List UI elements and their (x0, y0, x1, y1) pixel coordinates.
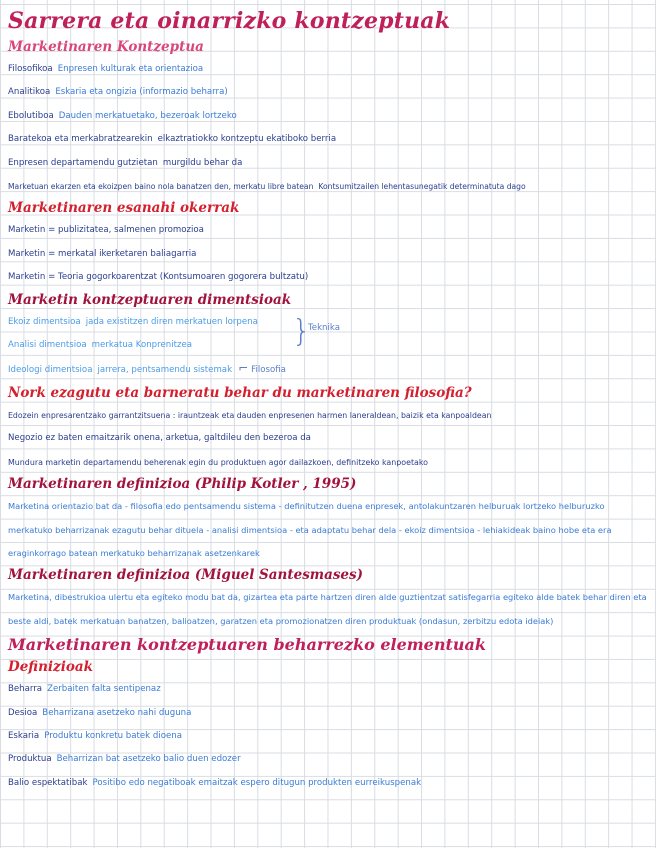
list-item: Ideologi dimentsioa jarrera, pentsamendu sistemak ⌐ Filosofia (8, 361, 286, 376)
page-title: Sarrera eta oinarrizko kontzeptuak (8, 8, 451, 34)
list-item: Ebolutiboa Dauden merkatuetako, bezeroak lortzeko (8, 110, 237, 121)
list-item: Baratekoa eta merkabratzearekin elkaztratiokko kontzeptu ekatiboko berria (8, 134, 337, 145)
list-item: Filosofikoa Enpresen kulturak eta orientazioa (8, 64, 204, 74)
section-heading-kotler: Marketinaren definizioa (Philip Kotler , 1995) (8, 476, 357, 493)
notes-page (8, 6, 650, 795)
filosofia-label: Filosofia (251, 365, 286, 376)
esanahi-list (8, 219, 650, 289)
list-item: Beharra Zerbaiten falta sentipenaz (8, 684, 161, 695)
list-item: Negozio ez baten emaitzarik onena, arketua, galtdileu den bezeroa da (8, 433, 311, 444)
curly-brace-icon: } (292, 313, 312, 349)
section-heading-kontzeptua: Marketinaren Kontzeptua (8, 39, 204, 55)
section-heading-nork: Nork ezagutu eta barneratu behar du marketinaren filosofia? (8, 384, 472, 401)
section-heading-dimentsioak: Marketin kontzeptuaren dimentsioak (8, 291, 292, 308)
dimentsioak-list (8, 311, 650, 383)
list-item: Edozein enpresarentzako garrantzitsuena : irauntzeak eta dauden enpresenen harmen laneraldean, baizik eta kanpoaldean (8, 410, 492, 420)
list-item: Marketuan ekarzen eta ekoizpen baino nola banatzen den, merkatu libre batean Kontsumitzailen lehentasunegatik determinatuta dago (8, 182, 526, 192)
definition-paragraph: Marketina, dibestrukioa ulertu eta egiteko modu bat da, gizartea eta parte hartzen diren alde guztientzat satisfegarria egiteko alde batek behar diren eta beste aldi, batek merkatuan banatzen, balioatzen, garatzen eta promozionatzen diren produktuak (ondasun, zerbitzu edota ideiak) (8, 592, 647, 626)
list-item: Analitikoa Eskaria eta ongizia (informazio beharra) (8, 87, 228, 98)
section-heading-esanahi-okerrak: Marketinaren esanahi okerrak (8, 200, 240, 217)
list-item: Analisi dimentsioa merkatua Konprenitzea (8, 340, 193, 351)
subheading-definizioak: Definizioak (8, 659, 93, 676)
definizioak-list (8, 678, 650, 795)
list-item: Enpresen departamendu gutzietan murgildu behar da (8, 157, 243, 168)
list-item: Mundura marketin departamendu beherenak egin du produktuen agor dailazkoen, definitzeko kanpoetako (8, 457, 428, 467)
definition-paragraph: Marketina orientazio bat da - filosofia edo pentsamendu sistema - definitutzen duena enpresek, antolakuntzaren helburuak lortzeko helburuzko merkatuko beharrizanak ezagutu behar dituela - analisi dimentsioa - eta adaptatu behar dela - ekoiz dimentsioa - lehiakideak baino hobe eta era eraginkorrago batean merkatuko beharrizanak asetzenkarek (8, 501, 612, 558)
section-heading-santesmases: Marketinaren definizioa (Miguel Santesmases) (8, 567, 364, 584)
list-item: Marketin = publizitatea, salmenen promozioa (8, 225, 204, 236)
list-item: Desioa Beharrizana asetzeko nahi duguna (8, 707, 192, 718)
kontzeptua-list (8, 58, 650, 198)
section-heading-elementuak: Marketinaren kontzeptuaren beharrezko elementuak (8, 635, 486, 655)
teknika-label: Teknika (308, 322, 340, 333)
brace-icon: ⌐ (238, 361, 249, 376)
list-item: Produktua Beharrizan bat asetzeko balio duen edozer (8, 754, 241, 765)
list-item: Marketin = merkatal ikerketaren baliagarria (8, 248, 197, 259)
nork-list (8, 404, 650, 474)
list-item: Balio espektatibak Positibo edo negatiboak emaitzak espero ditugun produkten eurreikuspenak (8, 777, 422, 788)
list-item: Ekoiz dimentsioa jada existitzen diren merkatuen lorpena (8, 316, 258, 327)
list-item: Marketin = Teoria gogorkoarentzat (Kontsumoaren gogorera bultzatu) (8, 272, 309, 283)
list-item: Eskaria Produktu konkretu batek dioena (8, 730, 182, 741)
